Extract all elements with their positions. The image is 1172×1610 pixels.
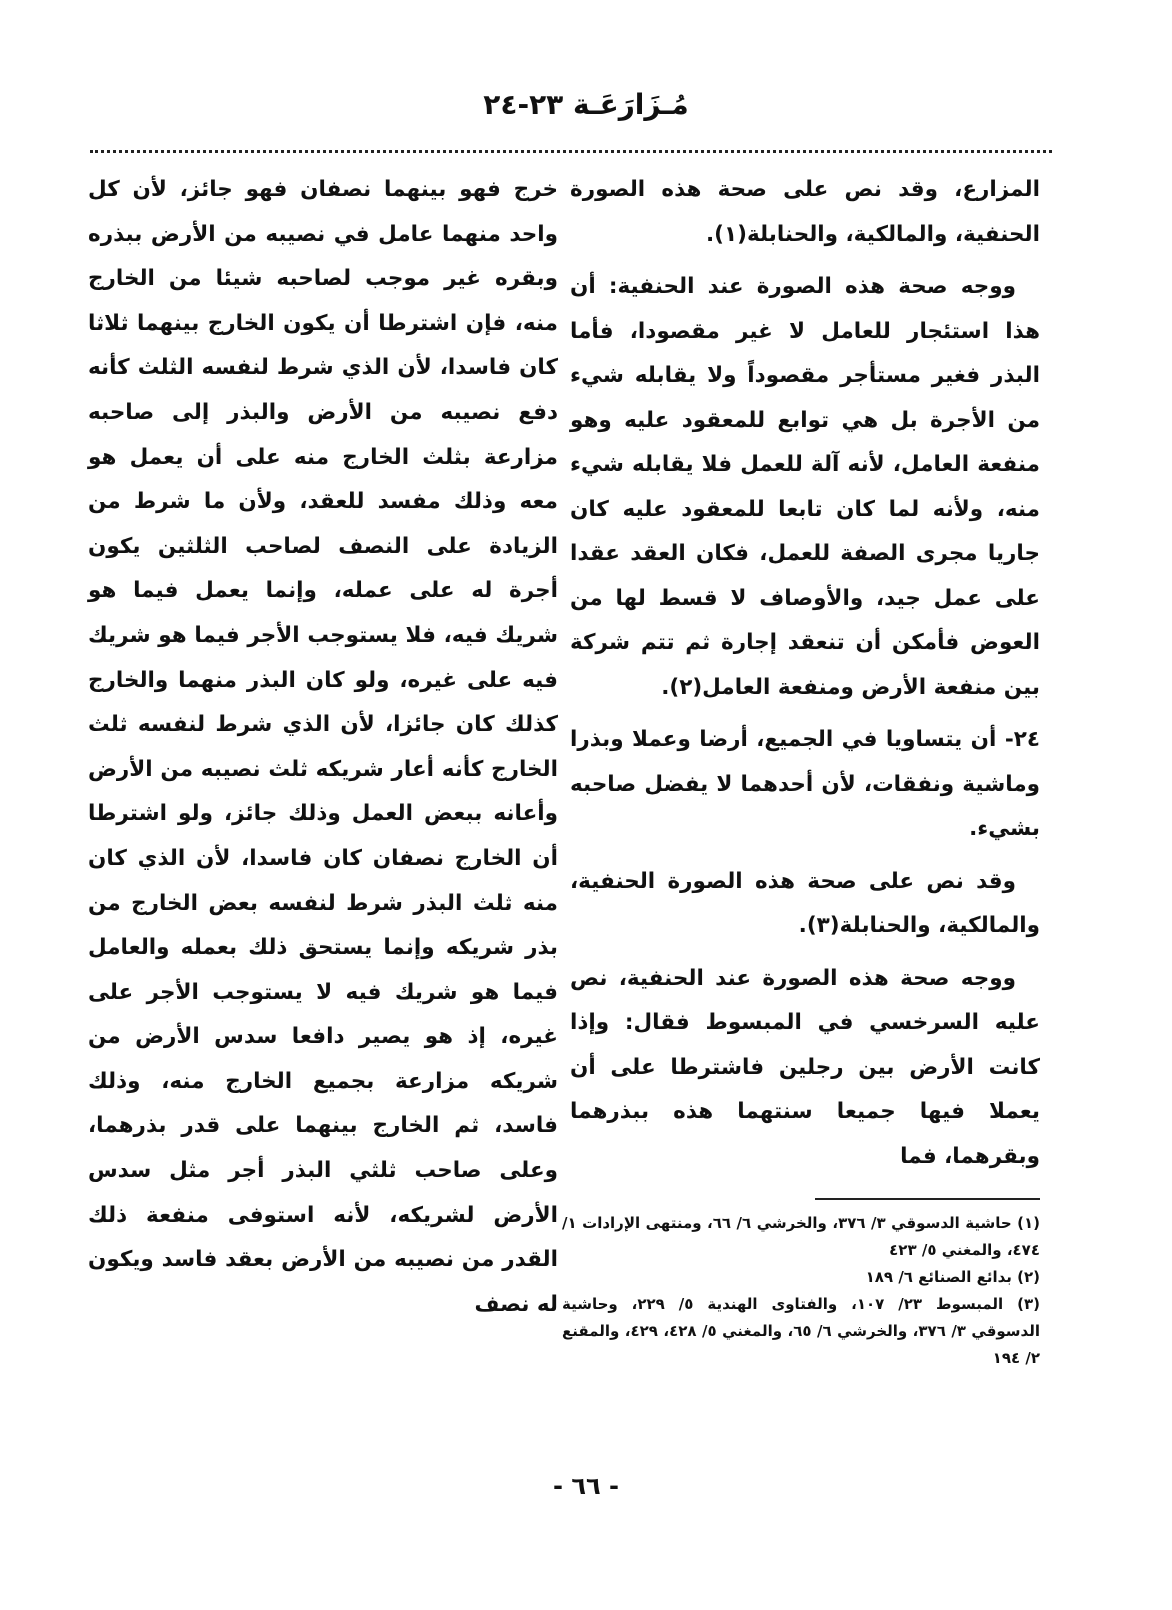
footnote-3: (٣) المبسوط ٢٣/ ١٠٧، والفتاوى الهندية ٥/ ٢٢٩، وحاشية الدسوقي ٣/ ٣٧٦، والخرشي ٦/ ٦٥، والمغني ٥/ ٤٢٨، ٤٢٩، والمقنع ٢/ ١٩٤ (562, 1295, 1041, 1367)
left-column (88, 168, 558, 1335)
paragraph: خرج فهو بينهما نصفان فهو جائز، لأن كل واحد منهما عامل في نصيبه من الأرض ببذره وبقره غير موجب لصاحبه شيئا من الخارج منه، فإن اشترطا أن يكون الخارج بينهما ثلاثا كان فاسدا، لأن الذي شرط لنفسه الثلث كأنه دفع نصيبه من الأرض والبذر إلى صاحبه مزارعة بثلث الخارج منه على أن يعمل هو معه وذلك مفسد للعقد، ولأن ما شرط من الزيادة على النصف لصاحب الثلثين يكون أجرة له على عمله، وإنما يعمل فيما هو شريك فيه، فلا يستوجب الأجر فيما هو شريك فيه على غيره، ولو كان البذر منهما والخارج كذلك كان جائزا، لأن الذي شرط لنفسه ثلث الخارج كأنه أعار شريكه ثلث نصيبه من الأرض وأعانه ببعض العمل وذلك جائز، ولو اشترطا أن الخارج نصفان كان فاسدا، لأن الذي كان منه ثلث البذر شرط لنفسه بعض الخارج من بذر شريكه وإنما يستحق ذلك بعمله والعامل فيما هو شريك فيه لا يستوجب الأجر على غيره، إذ هو يصير دافعا سدس الأرض من شريكه مزارعة بجميع الخارج منه، وذلك فاسد، ثم الخارج بينهما على قدر بذرهما، وعلى صاحب ثلثي البذر أجر مثل سدس الأرض لشريكه، لأنه استوفى منفعة ذلك القدر من نصيبه من الأرض بعقد فاسد ويكون له نصف (88, 177, 558, 1317)
paragraph: ووجه صحة هذه الصورة عند الحنفية، نص عليه السرخسي في المبسوط فقال: وإذا كانت الأرض بين رجلين فاشترطا على أن يعملا فيها جميعا سنتهما هذه ببذرهما وبقرهما، فما (570, 965, 1040, 1169)
footnote-2: (٢) بدائع الصنائع ٦/ ١٨٩ (865, 1268, 1040, 1286)
right-column (570, 168, 1040, 1187)
section-24-paragraph: ٢٤- أن يتساويا في الجميع، أرضا وعملا وبذرا وماشية ونفقات، لأن أحدهما لا يفضل صاحبه بشيء. (570, 727, 1040, 841)
paragraph: المزارع، وقد نص على صحة هذه الصورة الحنفية، والمالكية، والحنابلة(١). (570, 177, 1040, 247)
page-number: - ٦٦ - (553, 1472, 619, 1500)
paragraph: ووجه صحة هذه الصورة عند الحنفية: أن هذا استئجار للعامل لا غير مقصودا، فأما البذر فغير مستأجر مقصوداً ولا يقابله شيء من الأجرة بل هي توابع للمعقود عليه وهو منفعة العامل، لأنه آلة للعمل فلا يقابله شيء منه، ولأنه لما كان تابعا للمعقود عليه كان جاريا مجرى الصفة للعمل، فكان العقد عقدا على عمل جيد، والأوصاف لا قسط لها من العوض فأمكن أن تنعقد إجارة ثم تتم شركة بين منفعة الأرض ومنفعة العامل(٢). (570, 274, 1040, 700)
running-header: مُـزَارَعَـة ٢٣-٢٤ (483, 88, 689, 121)
footnote-divider (815, 1198, 1040, 1200)
paragraph: وقد نص على صحة هذه الصورة الحنفية، والمالكية، والحنابلة(٣). (570, 868, 1040, 938)
footnote-1: (١) حاشية الدسوقي ٣/ ٣٧٦، والخرشي ٦/ ٦٦، ومنتهى الإرادات ١/ ٤٧٤، والمغني ٥/ ٤٢٣ (562, 1214, 1041, 1259)
header-dotted-divider (90, 150, 1052, 153)
footnotes (562, 1210, 1040, 1372)
